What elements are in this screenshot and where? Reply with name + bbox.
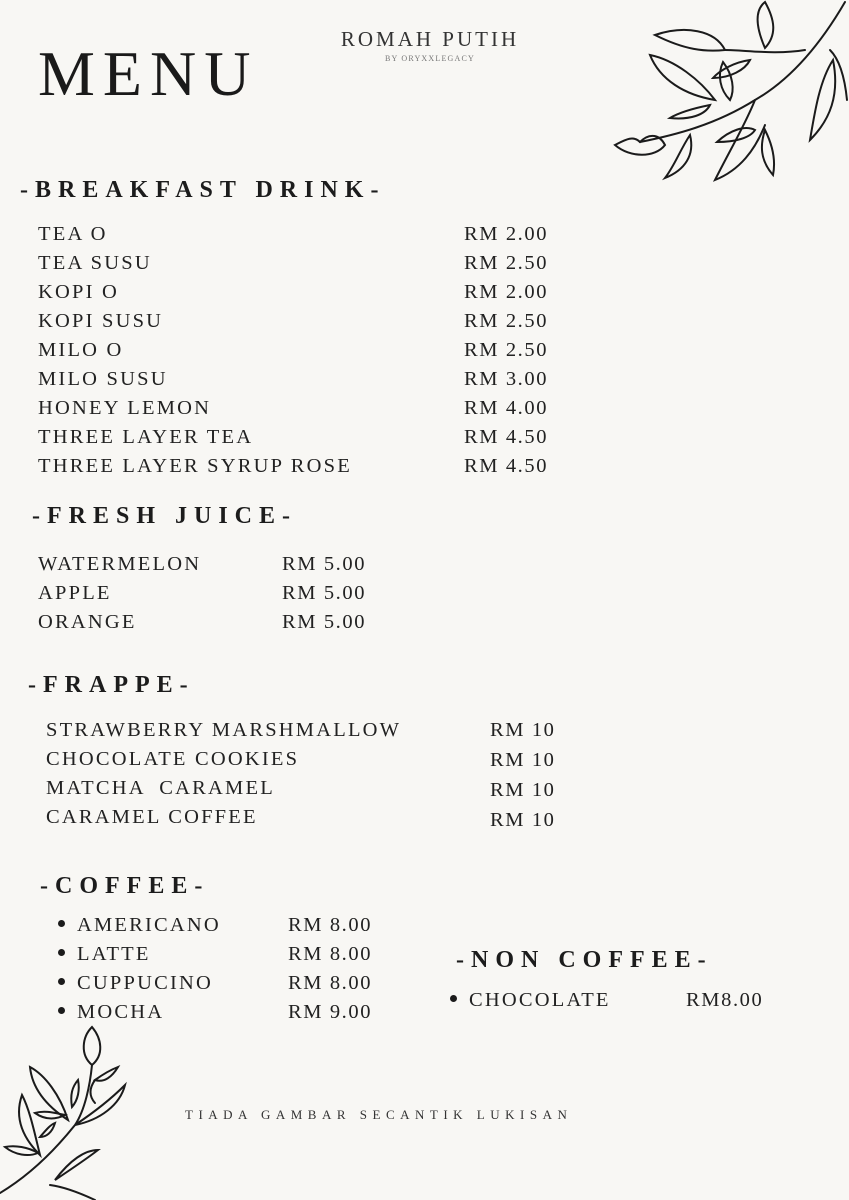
section-title-frappe: -FRAPPE- — [28, 672, 195, 698]
bullet-icon — [58, 1007, 65, 1014]
menu-item — [58, 1002, 164, 1023]
menu-item — [58, 944, 151, 965]
menu-item-name: WATERMELON — [38, 553, 202, 575]
menu-item-price: RM 8.00 — [288, 943, 373, 965]
menu-item-name: KOPI O — [38, 281, 119, 303]
menu-item-name: KOPI SUSU — [38, 310, 164, 332]
menu-item-name: CHOCOLATE COOKIES — [46, 748, 300, 770]
section-title-fresh-juice: -FRESH JUICE- — [32, 503, 298, 529]
menu-item-name: AMERICANO — [77, 914, 221, 936]
menu-item-price: RM 10 — [490, 749, 556, 771]
menu-item-price: RM8.00 — [686, 989, 764, 1011]
brand-name: ROMAH PUTIH — [340, 27, 520, 51]
menu-item-price: RM 2.00 — [464, 223, 549, 245]
menu-item-price: RM 8.00 — [288, 972, 373, 994]
menu-item-name: MILO SUSU — [38, 368, 168, 390]
page-title: MENU — [38, 38, 259, 109]
section-title-non-coffee: -NON COFFEE- — [456, 947, 713, 973]
footer-tagline: TIADA GAMBAR SECANTIK LUKISAN — [185, 1107, 573, 1122]
menu-item-price: RM 4.50 — [464, 455, 549, 477]
menu-item-price: RM 8.00 — [288, 914, 373, 936]
menu-item-price: RM 10 — [490, 779, 556, 801]
menu-item — [58, 973, 213, 994]
menu-item-price: RM 4.50 — [464, 426, 549, 448]
menu-item-name: APPLE — [38, 582, 112, 604]
leaf-branch-icon — [605, 0, 849, 200]
menu-item-name: CUPPUCINO — [77, 972, 213, 994]
menu-item-name: MATCHA CARAMEL — [46, 777, 275, 799]
leaf-sprig-icon — [0, 1025, 130, 1200]
menu-item-name: TEA O — [38, 223, 108, 245]
menu-item-name: CHOCOLATE — [469, 989, 611, 1011]
menu-item-price: RM 2.00 — [464, 281, 549, 303]
menu-item-name: CARAMEL COFFEE — [46, 806, 258, 828]
brand — [300, 28, 560, 63]
menu-item-price: RM 2.50 — [464, 310, 549, 332]
menu-item-price: RM 2.50 — [464, 252, 549, 274]
menu-item-price: RM 5.00 — [282, 553, 367, 575]
bullet-icon — [58, 920, 65, 927]
menu-item-price: RM 10 — [490, 809, 556, 831]
menu-item-price: RM 2.50 — [464, 339, 549, 361]
menu-item-price: RM 3.00 — [464, 368, 549, 390]
menu-item — [58, 915, 221, 936]
menu-item-price: RM 5.00 — [282, 582, 367, 604]
bullet-icon — [58, 978, 65, 985]
section-title-coffee: -COFFEE- — [40, 873, 210, 899]
menu-item-name: TEA SUSU — [38, 252, 152, 274]
section-title-breakfast-drink: -BREAKFAST DRINK- — [20, 177, 386, 203]
menu-item-name: THREE LAYER TEA — [38, 426, 254, 448]
menu-item-name: LATTE — [77, 943, 151, 965]
bullet-icon — [58, 949, 65, 956]
menu-item-name: HONEY LEMON — [38, 397, 212, 419]
menu-item-price: RM 10 — [490, 719, 556, 741]
menu-item-name: ORANGE — [38, 611, 137, 633]
bullet-icon — [450, 995, 457, 1002]
menu-item-name: MOCHA — [77, 1001, 165, 1023]
menu-item — [450, 990, 611, 1011]
menu-item-name: STRAWBERRY MARSHMALLOW — [46, 719, 402, 741]
menu-item-price: RM 5.00 — [282, 611, 367, 633]
brand-subtitle: BY ORYXXLEGACY — [384, 54, 476, 64]
menu-item-price: RM 9.00 — [288, 1001, 373, 1023]
menu-item-name: THREE LAYER SYRUP ROSE — [38, 455, 352, 477]
menu-item-name: MILO O — [38, 339, 124, 361]
menu-item-price: RM 4.00 — [464, 397, 549, 419]
